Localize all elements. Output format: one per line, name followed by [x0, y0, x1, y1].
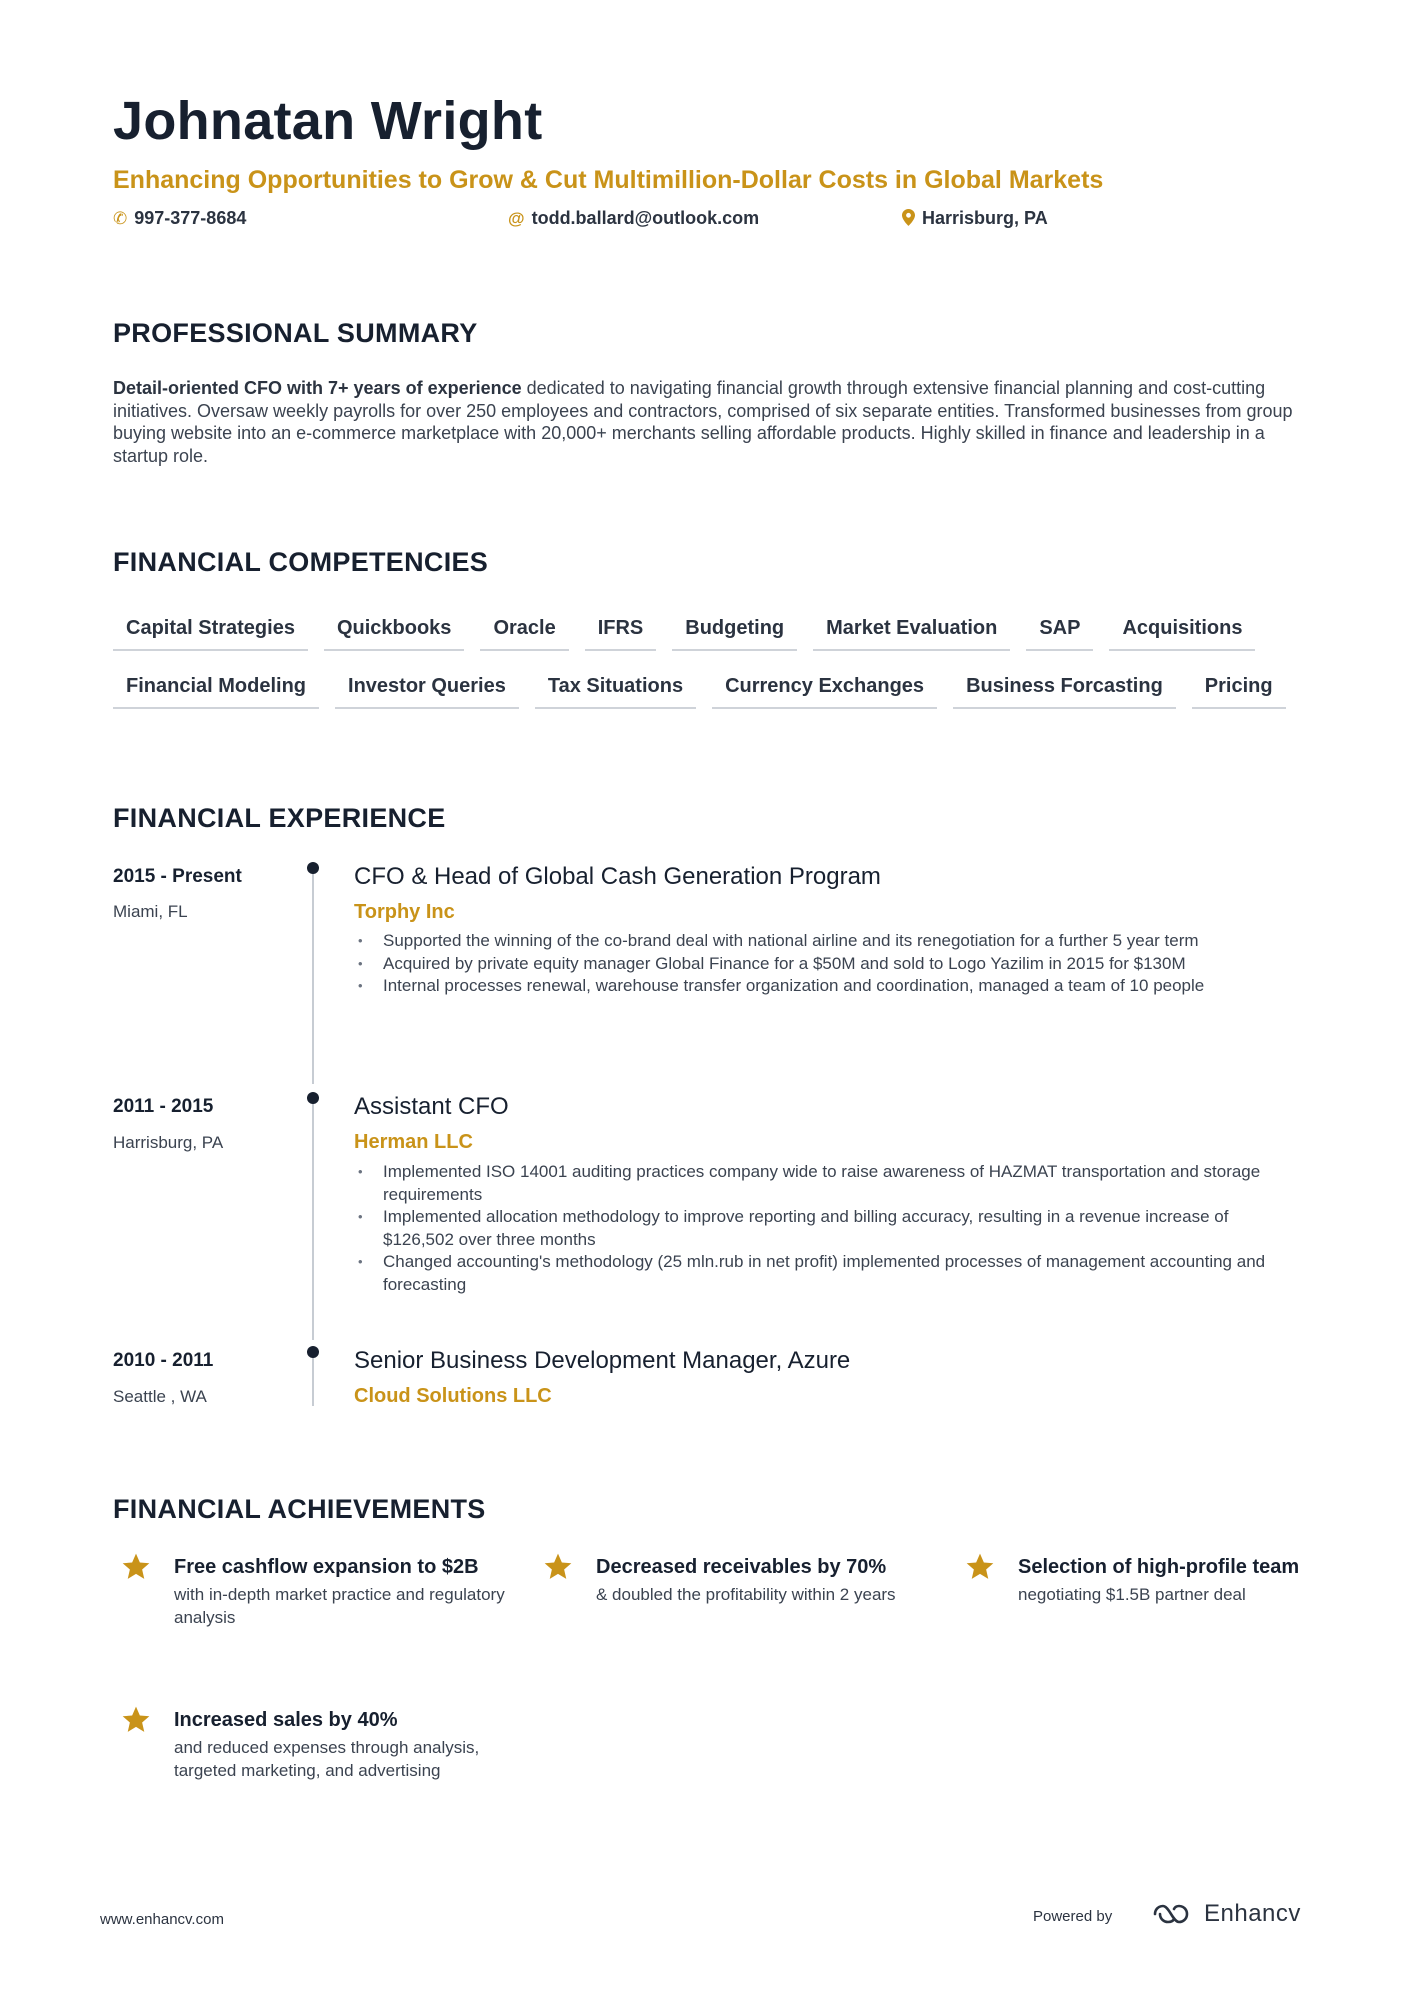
skill-tag: Business Forcasting [953, 675, 1176, 709]
contact-email[interactable] [508, 208, 759, 229]
skill-tag: Investor Queries [335, 675, 519, 709]
skill-tag: Oracle [480, 617, 568, 651]
candidate-name: Johnatan Wright [113, 91, 543, 151]
job-title: Assistant CFO [354, 1093, 509, 1120]
skill-tag: Budgeting [672, 617, 797, 651]
at-sign-icon: @ [508, 209, 525, 228]
job-bullet: • Changed accounting's methodology (25 mln.rub in net profit) implemented processes of management accounting and forecasting [354, 1251, 1294, 1296]
footer-website-link[interactable]: www.enhancv.com [100, 1911, 224, 1928]
skill-tag: Acquisitions [1109, 617, 1255, 651]
skill-tag: Tax Situations [535, 675, 696, 709]
skill-tag: Quickbooks [324, 617, 464, 651]
skill-tag: SAP [1026, 617, 1093, 651]
email-text: todd.ballard@outlook.com [531, 208, 760, 228]
enhancv-logo[interactable] [1152, 1900, 1301, 1928]
star-icon [964, 1551, 996, 1583]
star-icon [120, 1551, 152, 1583]
enhancv-logo-icon [1152, 1902, 1198, 1926]
job-company: Herman LLC [354, 1131, 473, 1153]
job-location: Miami, FL [113, 902, 188, 921]
job-title: CFO & Head of Global Cash Generation Program [354, 863, 881, 890]
skill-tag: Currency Exchanges [712, 675, 937, 709]
timeline-dot [307, 1346, 319, 1358]
contact-phone[interactable] [113, 208, 246, 229]
skills-section-title: FINANCIAL COMPETENCIES [113, 547, 489, 577]
location-pin-icon [902, 209, 915, 229]
skill-tag: IFRS [585, 617, 657, 651]
timeline-line [312, 1096, 314, 1340]
skill-tag: Pricing [1192, 675, 1286, 709]
footer-powered-by: Powered by [1033, 1908, 1113, 1925]
location-text: Harrisburg, PA [922, 208, 1048, 228]
experience-section-title: FINANCIAL EXPERIENCE [113, 803, 446, 833]
achievement-item [1018, 1555, 1358, 1607]
achievement-title: Increased sales by 40% [174, 1709, 398, 1731]
job-bullets [354, 1161, 1294, 1296]
timeline-line [312, 1350, 314, 1406]
phone-text: 997-377-8684 [134, 208, 247, 228]
achievement-item [174, 1555, 514, 1629]
timeline-dot [307, 1092, 319, 1104]
achievement-item [596, 1555, 936, 1607]
phone-icon: ✆ [113, 209, 128, 228]
candidate-headline: Enhancing Opportunities to Grow & Cut Multimillion-Dollar Costs in Global Markets [113, 166, 1104, 194]
achievement-title: Decreased receivables by 70% [596, 1556, 887, 1578]
job-bullet: • Internal processes renewal, warehouse transfer organization and coordination, managed a team of 10 people [354, 975, 1294, 998]
summary-body: dedicated to navigating financial growth through extensive financial planning and cost-cutting initiatives. Oversaw weekly payrolls for over 250 employees and contractors, comprised of six separate entities. Transformed businesses from group buying website into an e-commerce marketplace with 20,000+ merchants selling affordable products. Highly skilled in finance and leadership in a startup role. [113, 378, 1293, 466]
job-dates: 2015 - Present [113, 866, 242, 887]
job-company: Torphy Inc [354, 901, 455, 923]
summary-section-title: PROFESSIONAL SUMMARY [113, 318, 478, 348]
job-location: Harrisburg, PA [113, 1133, 224, 1152]
achievements-section-title: FINANCIAL ACHIEVEMENTS [113, 1494, 486, 1524]
job-bullet: • Implemented ISO 14001 auditing practices company wide to raise awareness of HAZMAT transportation and storage requirements [354, 1161, 1294, 1206]
job-title: Senior Business Development Manager, Azure [354, 1347, 851, 1374]
achievement-item [174, 1708, 514, 1782]
star-icon [542, 1551, 574, 1583]
achievement-desc: and reduced expenses through analysis, targeted marketing, and advertising [174, 1738, 480, 1780]
enhancv-logo-text: Enhancv [1204, 1900, 1301, 1927]
job-bullet: • Implemented allocation methodology to improve reporting and billing accuracy, resulting in a revenue increase of $126,502 over three months [354, 1206, 1294, 1251]
contact-location [902, 208, 1048, 229]
job-dates: 2011 - 2015 [113, 1096, 214, 1117]
skill-tag: Financial Modeling [113, 675, 319, 709]
job-bullet: • Acquired by private equity manager Global Finance for a $50M and sold to Logo Yazilim in 2015 for $130M [354, 953, 1294, 976]
achievement-title: Selection of high-profile team [1018, 1556, 1300, 1578]
job-bullet: • Supported the winning of the co-brand deal with national airline and its renegotiation for a further 5 year term [354, 930, 1294, 953]
job-company: Cloud Solutions LLC [354, 1385, 552, 1407]
summary-lead: Detail-oriented CFO with 7+ years of experience [113, 378, 522, 398]
timeline-dot [307, 862, 319, 874]
achievement-desc: negotiating $1.5B partner deal [1018, 1585, 1246, 1604]
job-bullets [354, 930, 1294, 998]
skills-row-1 [113, 617, 1255, 651]
skill-tag: Market Evaluation [813, 617, 1010, 651]
summary-text [113, 377, 1303, 467]
skill-tag: Capital Strategies [113, 617, 308, 651]
achievement-desc: & doubled the profitability within 2 years [596, 1585, 896, 1604]
skills-row-2 [113, 675, 1286, 709]
job-dates: 2010 - 2011 [113, 1350, 214, 1371]
achievement-desc: with in-depth market practice and regulatory analysis [174, 1585, 505, 1627]
star-icon [120, 1704, 152, 1736]
achievement-title: Free cashflow expansion to $2B [174, 1556, 479, 1578]
timeline-line [312, 866, 314, 1084]
job-location: Seattle , WA [113, 1387, 207, 1406]
